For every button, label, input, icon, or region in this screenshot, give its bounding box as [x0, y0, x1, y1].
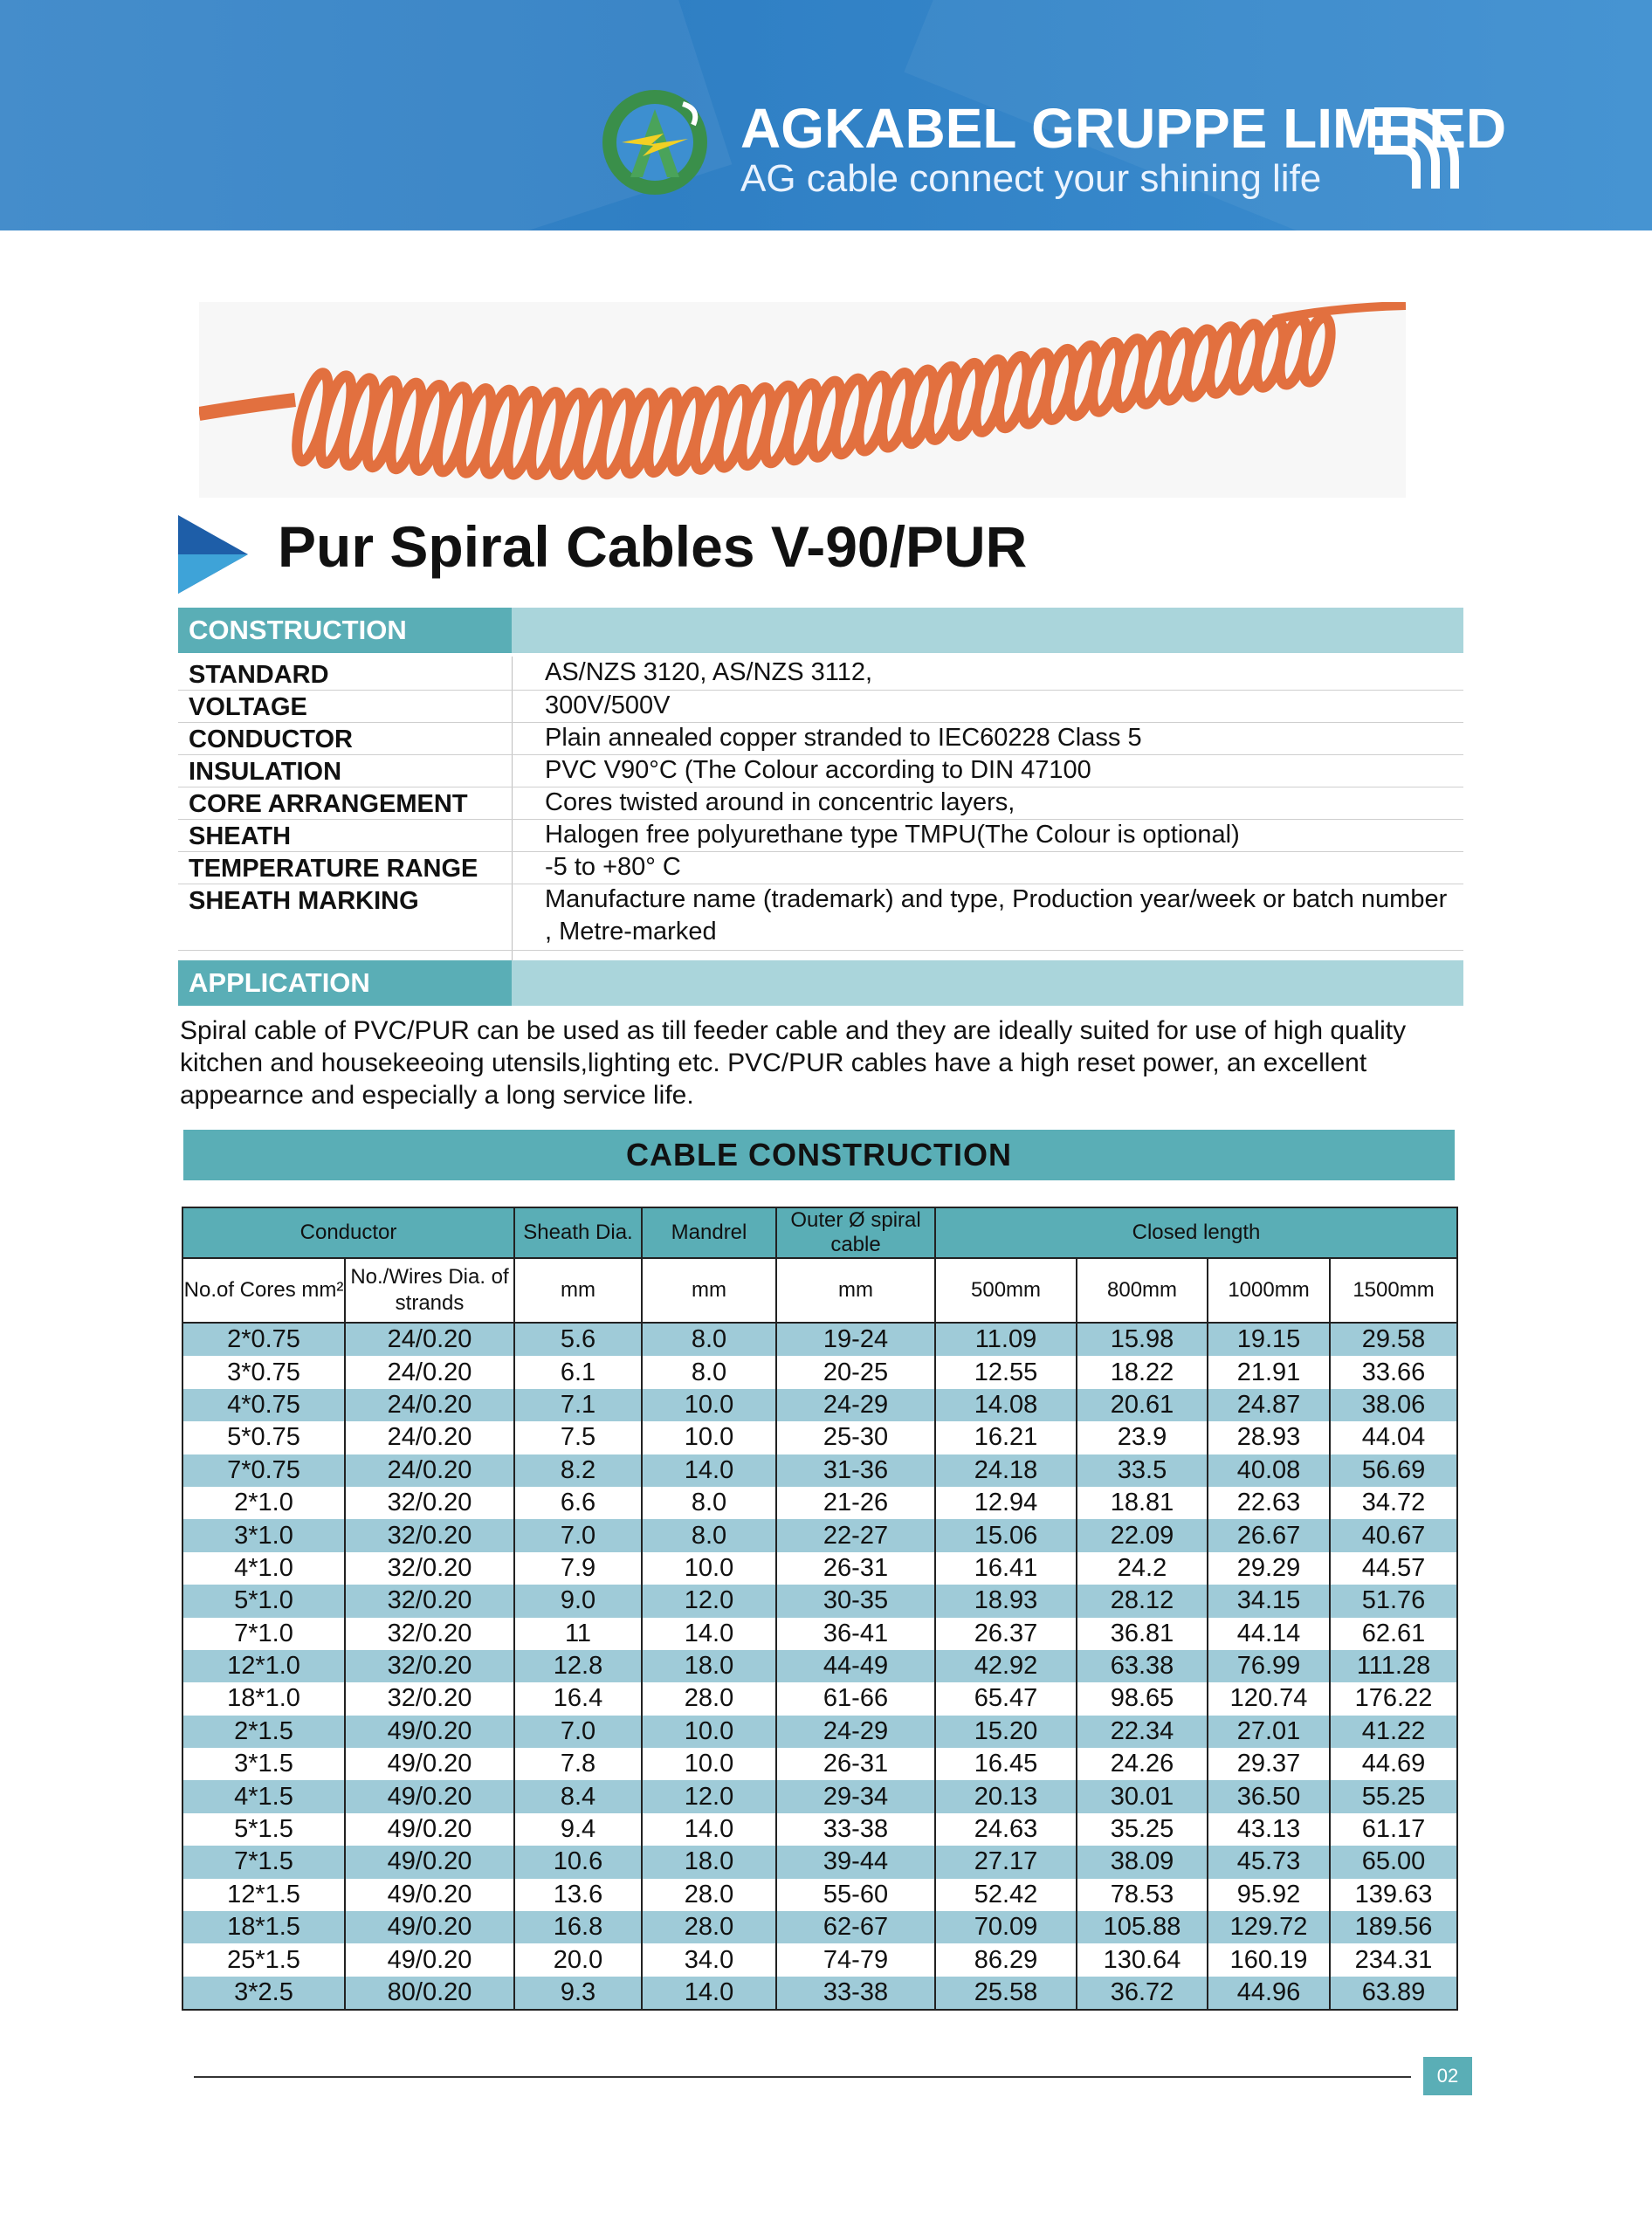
cell-cores: 7*1.5	[182, 1846, 345, 1878]
table-subheader-row	[182, 1258, 1457, 1323]
cell-wires: 32/0.20	[345, 1585, 514, 1617]
cell-800mm: 35.25	[1077, 1813, 1208, 1846]
cell-1000mm: 40.08	[1208, 1454, 1330, 1487]
cell-wires: 32/0.20	[345, 1552, 514, 1585]
cell-500mm: 42.92	[935, 1650, 1077, 1682]
cell-500mm: 12.55	[935, 1356, 1077, 1388]
cell-800mm: 22.34	[1077, 1716, 1208, 1748]
cell-sheath-dia: 5.6	[514, 1323, 642, 1356]
cell-1500mm: 40.67	[1330, 1519, 1457, 1551]
cell-800mm: 24.26	[1077, 1748, 1208, 1780]
cell-800mm: 23.9	[1077, 1421, 1208, 1454]
cell-sheath-dia: 6.1	[514, 1356, 642, 1388]
cell-mandrel: 14.0	[642, 1977, 776, 2010]
footer-divider	[194, 2076, 1411, 2078]
cell-1000mm: 45.73	[1208, 1846, 1330, 1878]
cell-wires: 80/0.20	[345, 1977, 514, 2010]
spec-row	[178, 722, 1463, 755]
cell-1000mm: 160.19	[1208, 1943, 1330, 1976]
subheader-1500mm: 1500mm	[1330, 1258, 1457, 1323]
cell-1500mm: 34.72	[1330, 1487, 1457, 1519]
subheader-1000mm: 1000mm	[1208, 1258, 1330, 1323]
cell-outer-diameter: 20-25	[776, 1356, 935, 1388]
table-row	[182, 1650, 1457, 1682]
cell-mandrel: 14.0	[642, 1618, 776, 1650]
cable-construction-table	[182, 1207, 1458, 2011]
spec-value: Cores twisted around in concentric layers,	[545, 788, 1015, 816]
page-title: Pur Spiral Cables V-90/PUR	[278, 514, 1028, 579]
cell-wires: 49/0.20	[345, 1911, 514, 1943]
cell-cores: 4*1.5	[182, 1780, 345, 1812]
cell-800mm: 15.98	[1077, 1323, 1208, 1356]
cell-sheath-dia: 13.6	[514, 1879, 642, 1911]
cell-cores: 4*0.75	[182, 1389, 345, 1421]
company-name: AGKABEL GRUPPE LIMITED	[740, 97, 1507, 160]
cell-800mm: 130.64	[1077, 1943, 1208, 1976]
table-header-row	[182, 1207, 1457, 1258]
cell-sheath-dia: 10.6	[514, 1846, 642, 1878]
cell-cores: 3*1.5	[182, 1748, 345, 1780]
cell-cores: 2*1.0	[182, 1487, 345, 1519]
application-label: APPLICATION	[178, 960, 512, 1006]
spiral-cable-image	[199, 302, 1406, 498]
company-tagline: AG cable connect your shining life	[740, 157, 1322, 200]
cell-wires: 32/0.20	[345, 1650, 514, 1682]
cell-sheath-dia: 9.3	[514, 1977, 642, 2010]
cell-cores: 5*1.0	[182, 1585, 345, 1617]
cell-500mm: 12.94	[935, 1487, 1077, 1519]
cell-800mm: 63.38	[1077, 1650, 1208, 1682]
cell-1500mm: 51.76	[1330, 1585, 1457, 1617]
cell-500mm: 16.41	[935, 1552, 1077, 1585]
cell-1000mm: 36.50	[1208, 1780, 1330, 1812]
cell-wires: 49/0.20	[345, 1943, 514, 1976]
cell-sheath-dia: 7.9	[514, 1552, 642, 1585]
cell-cores: 5*1.5	[182, 1813, 345, 1846]
cell-mandrel: 8.0	[642, 1519, 776, 1551]
construction-label: CONSTRUCTION	[178, 608, 512, 653]
cell-800mm: 33.5	[1077, 1454, 1208, 1487]
cell-1000mm: 19.15	[1208, 1323, 1330, 1356]
table-row	[182, 1716, 1457, 1748]
cell-outer-diameter: 33-38	[776, 1977, 935, 2010]
cell-mandrel: 28.0	[642, 1879, 776, 1911]
cell-800mm: 30.01	[1077, 1780, 1208, 1812]
application-text: Spiral cable of PVC/PUR can be used as till feeder cable and they are ideally suited for use of high quality kitchen and housekeeoing utensils,lighting etc. PVC/PUR cables have a high reset power, an excellent appearnce and especially a long service life.	[180, 1016, 1407, 1110]
cell-cores: 18*1.0	[182, 1682, 345, 1715]
cell-500mm: 52.42	[935, 1879, 1077, 1911]
cell-wires: 32/0.20	[345, 1618, 514, 1650]
table-row	[182, 1618, 1457, 1650]
cell-mandrel: 12.0	[642, 1780, 776, 1812]
spec-value: PVC V90°C (The Colour according to DIN 47100	[545, 756, 1091, 784]
header-outer-diameter: Outer Ø spiral cable	[776, 1207, 935, 1258]
cell-1500mm: 61.17	[1330, 1813, 1457, 1846]
cell-1500mm: 38.06	[1330, 1389, 1457, 1421]
table-row	[182, 1911, 1457, 1943]
company-logo-icon	[595, 83, 714, 202]
header-mandrel: Mandrel	[642, 1207, 776, 1258]
spec-value: Plain annealed copper stranded to IEC60228 Class 5	[545, 724, 1142, 752]
cell-800mm: 20.61	[1077, 1389, 1208, 1421]
cell-800mm: 22.09	[1077, 1519, 1208, 1551]
cell-outer-diameter: 74-79	[776, 1943, 935, 1976]
construction-spec-list	[178, 657, 1463, 953]
table-row	[182, 1879, 1457, 1911]
cell-outer-diameter: 62-67	[776, 1911, 935, 1943]
cell-mandrel: 28.0	[642, 1682, 776, 1715]
cell-outer-diameter: 39-44	[776, 1846, 935, 1878]
cell-1500mm: 29.58	[1330, 1323, 1457, 1356]
cell-sheath-dia: 7.0	[514, 1519, 642, 1551]
spec-value: Halogen free polyurethane type TMPU(The Colour is optional)	[545, 821, 1240, 849]
cell-1000mm: 27.01	[1208, 1716, 1330, 1748]
cell-mandrel: 10.0	[642, 1421, 776, 1454]
spec-row	[178, 787, 1463, 820]
cell-1000mm: 34.15	[1208, 1585, 1330, 1617]
cell-outer-diameter: 21-26	[776, 1487, 935, 1519]
table-row	[182, 1454, 1457, 1487]
table-row	[182, 1389, 1457, 1421]
cell-mandrel: 34.0	[642, 1943, 776, 1976]
table-row	[182, 1356, 1457, 1388]
cell-1000mm: 26.67	[1208, 1519, 1330, 1551]
spec-key: VOLTAGE	[189, 693, 307, 721]
cell-mandrel: 8.0	[642, 1487, 776, 1519]
cell-800mm: 28.12	[1077, 1585, 1208, 1617]
spec-value: Manufacture name (trademark) and type, Production year/week or batch number , Metre-marked	[545, 885, 1448, 946]
cell-mandrel: 8.0	[642, 1356, 776, 1388]
cell-800mm: 24.2	[1077, 1552, 1208, 1585]
cell-sheath-dia: 12.8	[514, 1650, 642, 1682]
table-body	[182, 1323, 1457, 2010]
signal-arcs-icon	[1369, 98, 1465, 194]
spec-key: TEMPERATURE RANGE	[189, 855, 478, 883]
application-section-bar	[178, 960, 1463, 1006]
cell-cores: 3*2.5	[182, 1977, 345, 2010]
cell-1500mm: 33.66	[1330, 1356, 1457, 1388]
cell-wires: 24/0.20	[345, 1389, 514, 1421]
cell-outer-diameter: 55-60	[776, 1879, 935, 1911]
cell-wires: 24/0.20	[345, 1421, 514, 1454]
cell-sheath-dia: 20.0	[514, 1943, 642, 1976]
title-arrow-icon	[178, 515, 248, 594]
cell-500mm: 24.63	[935, 1813, 1077, 1846]
table-row	[182, 1943, 1457, 1976]
subheader-800mm: 800mm	[1077, 1258, 1208, 1323]
spec-row	[178, 657, 1463, 691]
spec-row	[178, 851, 1463, 884]
cell-500mm: 14.08	[935, 1389, 1077, 1421]
table-row	[182, 1748, 1457, 1780]
construction-section-bar	[178, 608, 1463, 653]
cell-mandrel: 12.0	[642, 1585, 776, 1617]
cell-cores: 2*1.5	[182, 1716, 345, 1748]
cell-sheath-dia: 9.4	[514, 1813, 642, 1846]
cell-1000mm: 22.63	[1208, 1487, 1330, 1519]
spec-key: STANDARD	[189, 661, 329, 689]
cell-800mm: 18.81	[1077, 1487, 1208, 1519]
cell-500mm: 26.37	[935, 1618, 1077, 1650]
cell-500mm: 25.58	[935, 1977, 1077, 2010]
cell-wires: 24/0.20	[345, 1454, 514, 1487]
cell-cores: 3*0.75	[182, 1356, 345, 1388]
cell-wires: 49/0.20	[345, 1716, 514, 1748]
cell-sheath-dia: 7.1	[514, 1389, 642, 1421]
cell-800mm: 36.81	[1077, 1618, 1208, 1650]
cell-wires: 49/0.20	[345, 1813, 514, 1846]
cell-wires: 32/0.20	[345, 1682, 514, 1715]
cell-1000mm: 44.14	[1208, 1618, 1330, 1650]
cell-1000mm: 28.93	[1208, 1421, 1330, 1454]
cell-mandrel: 10.0	[642, 1389, 776, 1421]
cell-wires: 49/0.20	[345, 1780, 514, 1812]
table-row	[182, 1421, 1457, 1454]
cell-1500mm: 63.89	[1330, 1977, 1457, 2010]
cell-1500mm: 55.25	[1330, 1780, 1457, 1812]
cell-sheath-dia: 7.8	[514, 1748, 642, 1780]
cell-sheath-dia: 11	[514, 1618, 642, 1650]
cell-wires: 24/0.20	[345, 1356, 514, 1388]
table-row	[182, 1585, 1457, 1617]
spec-key: CORE ARRANGEMENT	[189, 790, 468, 818]
cell-outer-diameter: 24-29	[776, 1389, 935, 1421]
spec-row	[178, 884, 1463, 951]
cell-1000mm: 129.72	[1208, 1911, 1330, 1943]
cell-sheath-dia: 16.8	[514, 1911, 642, 1943]
header-sheath-dia: Sheath Dia.	[514, 1207, 642, 1258]
cell-outer-diameter: 19-24	[776, 1323, 935, 1356]
page-number: 02	[1423, 2057, 1472, 2095]
cell-500mm: 18.93	[935, 1585, 1077, 1617]
cell-cores: 5*0.75	[182, 1421, 345, 1454]
subheader-wires: No./Wires Dia. of strands	[345, 1258, 514, 1323]
cell-500mm: 15.20	[935, 1716, 1077, 1748]
cell-outer-diameter: 25-30	[776, 1421, 935, 1454]
cell-outer-diameter: 26-31	[776, 1748, 935, 1780]
cable-construction-title: CABLE CONSTRUCTION	[183, 1130, 1455, 1180]
spec-row	[178, 690, 1463, 723]
subheader-outer-unit: mm	[776, 1258, 935, 1323]
cell-500mm: 16.45	[935, 1748, 1077, 1780]
spec-row	[178, 819, 1463, 852]
cell-cores: 7*1.0	[182, 1618, 345, 1650]
cell-mandrel: 10.0	[642, 1748, 776, 1780]
cell-sheath-dia: 9.0	[514, 1585, 642, 1617]
spec-value: -5 to +80° C	[545, 853, 681, 881]
cell-cores: 2*0.75	[182, 1323, 345, 1356]
cell-1500mm: 176.22	[1330, 1682, 1457, 1715]
table-row	[182, 1813, 1457, 1846]
cell-sheath-dia: 8.4	[514, 1780, 642, 1812]
table-row	[182, 1487, 1457, 1519]
cell-mandrel: 18.0	[642, 1650, 776, 1682]
spec-key: SHEATH	[189, 822, 292, 850]
spec-row	[178, 754, 1463, 787]
cell-wires: 32/0.20	[345, 1487, 514, 1519]
table-row	[182, 1780, 1457, 1812]
cell-1500mm: 111.28	[1330, 1650, 1457, 1682]
subheader-cores: No.of Cores mm²	[182, 1258, 345, 1323]
cell-1000mm: 44.96	[1208, 1977, 1330, 2010]
cell-wires: 24/0.20	[345, 1323, 514, 1356]
cell-sheath-dia: 6.6	[514, 1487, 642, 1519]
spec-key: SHEATH MARKING	[189, 887, 419, 915]
cell-cores: 4*1.0	[182, 1552, 345, 1585]
subheader-500mm: 500mm	[935, 1258, 1077, 1323]
cell-mandrel: 10.0	[642, 1716, 776, 1748]
cell-outer-diameter: 36-41	[776, 1618, 935, 1650]
table-row	[182, 1977, 1457, 2010]
subheader-mandrel-unit: mm	[642, 1258, 776, 1323]
cell-outer-diameter: 33-38	[776, 1813, 935, 1846]
spec-value: 300V/500V	[545, 691, 671, 719]
cell-1500mm: 189.56	[1330, 1911, 1457, 1943]
cell-500mm: 27.17	[935, 1846, 1077, 1878]
cell-outer-diameter: 61-66	[776, 1682, 935, 1715]
cell-mandrel: 10.0	[642, 1552, 776, 1585]
cell-cores: 25*1.5	[182, 1943, 345, 1976]
cell-1500mm: 44.69	[1330, 1748, 1457, 1780]
cell-wires: 32/0.20	[345, 1519, 514, 1551]
cell-cores: 18*1.5	[182, 1911, 345, 1943]
cell-outer-diameter: 22-27	[776, 1519, 935, 1551]
cell-mandrel: 28.0	[642, 1911, 776, 1943]
cell-outer-diameter: 31-36	[776, 1454, 935, 1487]
cell-1000mm: 29.37	[1208, 1748, 1330, 1780]
cell-mandrel: 14.0	[642, 1454, 776, 1487]
cell-500mm: 15.06	[935, 1519, 1077, 1551]
cell-1500mm: 139.63	[1330, 1879, 1457, 1911]
header-banner	[0, 0, 1652, 230]
cell-outer-diameter: 24-29	[776, 1716, 935, 1748]
cell-sheath-dia: 8.2	[514, 1454, 642, 1487]
cell-outer-diameter: 30-35	[776, 1585, 935, 1617]
cell-500mm: 86.29	[935, 1943, 1077, 1976]
cell-outer-diameter: 44-49	[776, 1650, 935, 1682]
cell-1500mm: 44.04	[1330, 1421, 1457, 1454]
cell-500mm: 11.09	[935, 1323, 1077, 1356]
cell-1000mm: 21.91	[1208, 1356, 1330, 1388]
cell-cores: 12*1.0	[182, 1650, 345, 1682]
cell-1000mm: 120.74	[1208, 1682, 1330, 1715]
header-conductor: Conductor	[182, 1207, 514, 1258]
cell-800mm: 98.65	[1077, 1682, 1208, 1715]
cell-outer-diameter: 26-31	[776, 1552, 935, 1585]
cell-1000mm: 76.99	[1208, 1650, 1330, 1682]
cell-cores: 3*1.0	[182, 1519, 345, 1551]
cell-cores: 12*1.5	[182, 1879, 345, 1911]
table-row	[182, 1323, 1457, 1356]
cell-wires: 49/0.20	[345, 1879, 514, 1911]
cell-500mm: 16.21	[935, 1421, 1077, 1454]
cell-1500mm: 62.61	[1330, 1618, 1457, 1650]
cell-1500mm: 44.57	[1330, 1552, 1457, 1585]
cell-wires: 49/0.20	[345, 1748, 514, 1780]
cell-1000mm: 43.13	[1208, 1813, 1330, 1846]
cell-1500mm: 65.00	[1330, 1846, 1457, 1878]
cell-sheath-dia: 7.5	[514, 1421, 642, 1454]
table-row	[182, 1519, 1457, 1551]
cell-mandrel: 18.0	[642, 1846, 776, 1878]
cell-outer-diameter: 29-34	[776, 1780, 935, 1812]
cell-800mm: 38.09	[1077, 1846, 1208, 1878]
cell-mandrel: 8.0	[642, 1323, 776, 1356]
spec-key: INSULATION	[189, 758, 342, 786]
table-row	[182, 1552, 1457, 1585]
cell-500mm: 20.13	[935, 1780, 1077, 1812]
cell-500mm: 65.47	[935, 1682, 1077, 1715]
cell-500mm: 70.09	[935, 1911, 1077, 1943]
spec-value: AS/NZS 3120, AS/NZS 3112,	[545, 658, 873, 686]
cell-1000mm: 24.87	[1208, 1389, 1330, 1421]
cell-mandrel: 14.0	[642, 1813, 776, 1846]
cell-800mm: 78.53	[1077, 1879, 1208, 1911]
cell-wires: 49/0.20	[345, 1846, 514, 1878]
table-row	[182, 1682, 1457, 1715]
subheader-sheath-unit: mm	[514, 1258, 642, 1323]
cell-1000mm: 29.29	[1208, 1552, 1330, 1585]
cell-sheath-dia: 7.0	[514, 1716, 642, 1748]
cell-500mm: 24.18	[935, 1454, 1077, 1487]
cell-1500mm: 234.31	[1330, 1943, 1457, 1976]
cell-cores: 7*0.75	[182, 1454, 345, 1487]
table-row	[182, 1846, 1457, 1878]
cell-800mm: 36.72	[1077, 1977, 1208, 2010]
cell-1500mm: 41.22	[1330, 1716, 1457, 1748]
cell-800mm: 18.22	[1077, 1356, 1208, 1388]
header-closed-length: Closed length	[935, 1207, 1457, 1258]
cell-1500mm: 56.69	[1330, 1454, 1457, 1487]
cell-800mm: 105.88	[1077, 1911, 1208, 1943]
cell-1000mm: 95.92	[1208, 1879, 1330, 1911]
cell-sheath-dia: 16.4	[514, 1682, 642, 1715]
spec-key: CONDUCTOR	[189, 726, 353, 753]
